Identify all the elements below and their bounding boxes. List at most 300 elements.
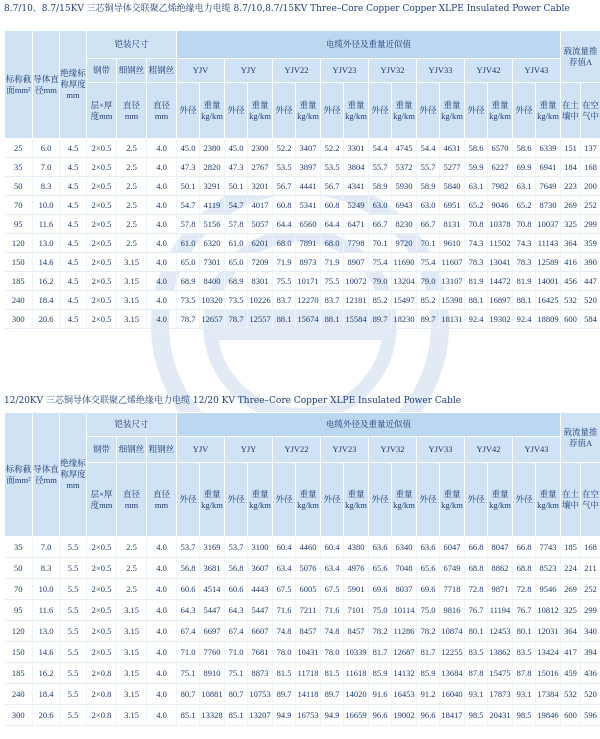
- table-cell: 8047: [488, 537, 513, 558]
- table-cell: 63.6: [417, 537, 440, 558]
- table-cell: 80.7: [177, 684, 200, 705]
- table-cell: 56.7: [273, 177, 296, 196]
- table-cell: 120: [5, 234, 33, 253]
- header-thin-wire: 细钢丝: [117, 437, 147, 463]
- table-cell: 5.5: [60, 642, 87, 663]
- table-cell: 3407: [296, 139, 321, 158]
- table-cell: 54.4: [369, 139, 392, 158]
- header-wt: 重量 kg/km: [536, 83, 561, 139]
- table-cell: 20.6: [33, 310, 60, 329]
- table-cell: 75.0: [369, 600, 392, 621]
- table-cell: 5249: [344, 196, 369, 215]
- table-cell: 5447: [248, 600, 273, 621]
- table-cell: 2×0.5: [87, 642, 117, 663]
- table-cell: 57.8: [225, 215, 248, 234]
- table-cell: 4.5: [60, 158, 87, 177]
- table-cell: 72.8: [513, 579, 536, 600]
- table-cell: 67.4: [225, 621, 248, 642]
- table-cell: 8973: [296, 253, 321, 272]
- table-cell: 3100: [248, 537, 273, 558]
- table-cell: 92.4: [465, 310, 488, 329]
- table-cell: 120: [5, 621, 33, 642]
- table-cell: 6340: [392, 537, 417, 558]
- table-cell: 5447: [200, 600, 225, 621]
- table-cell: 600: [561, 705, 581, 726]
- header-wt: 重量 kg/km: [296, 463, 321, 537]
- table-cell: 3.15: [117, 600, 147, 621]
- table-cell: 7681: [248, 642, 273, 663]
- table-row: [5, 158, 600, 177]
- table-cell: 299: [581, 600, 600, 621]
- table-cell: 417: [561, 642, 581, 663]
- table-cell: 150: [5, 253, 33, 272]
- header-type: YJV23: [321, 437, 369, 463]
- table-cell: 70: [5, 579, 33, 600]
- table-cell: 58.6: [513, 139, 536, 158]
- table-cell: 5.5: [60, 663, 87, 684]
- header-type: YJY: [225, 59, 273, 83]
- table-cell: 8730: [536, 196, 561, 215]
- table-cell: 2×0.5: [87, 196, 117, 215]
- table-cell: 94.9: [273, 705, 296, 726]
- table-cell: 8.3: [33, 177, 60, 196]
- table-cell: 68.0: [273, 234, 296, 253]
- table-cell: 600: [561, 310, 581, 329]
- table-cell: 67.4: [177, 621, 200, 642]
- header-thick-wire: 粗钢丝: [147, 437, 177, 463]
- table-cell: 4745: [392, 139, 417, 158]
- table-cell: 12657: [200, 310, 225, 329]
- table-cell: 10114: [392, 600, 417, 621]
- table-cell: 20431: [488, 705, 513, 726]
- table-cell: 2.5: [117, 234, 147, 253]
- table-cell: 3804: [344, 158, 369, 177]
- table-cell: 83.7: [321, 291, 344, 310]
- table1-body: [5, 139, 600, 329]
- table-cell: 2×0.5: [87, 158, 117, 177]
- table-cell: 85.1: [225, 705, 248, 726]
- header-wt: 重量 kg/km: [344, 83, 369, 139]
- table-cell: 12270: [296, 291, 321, 310]
- table1-container: [4, 30, 600, 329]
- table-cell: 3169: [200, 537, 225, 558]
- table-cell: 50: [5, 558, 33, 579]
- table-cell: 184: [561, 158, 581, 177]
- table-cell: 19002: [392, 705, 417, 726]
- table-cell: 71.0: [225, 642, 248, 663]
- table-cell: 2×0.5: [87, 537, 117, 558]
- table-cell: 17384: [536, 684, 561, 705]
- table-cell: 64.4: [321, 215, 344, 234]
- table-cell: 12181: [344, 291, 369, 310]
- table-cell: 60.8: [321, 196, 344, 215]
- table-cell: 364: [561, 621, 581, 642]
- table-cell: 12031: [536, 621, 561, 642]
- table-cell: 5341: [296, 196, 321, 215]
- header-type: YJV32: [369, 59, 417, 83]
- table-cell: 98.5: [465, 705, 488, 726]
- table-cell: 63.4: [321, 558, 344, 579]
- table-cell: 50.1: [225, 177, 248, 196]
- table-cell: 5.5: [60, 579, 87, 600]
- table-cell: 50.1: [177, 177, 200, 196]
- header-wt: 重量 kg/km: [488, 463, 513, 537]
- table-cell: 66.7: [417, 215, 440, 234]
- table-cell: 2×0.5: [87, 177, 117, 196]
- table-row: [5, 684, 600, 705]
- table-cell: 10339: [344, 642, 369, 663]
- table-cell: 252: [581, 196, 600, 215]
- header-type: YJV33: [417, 59, 465, 83]
- table-cell: 390: [581, 253, 600, 272]
- table-cell: 53.5: [321, 158, 344, 177]
- table-cell: 6941: [536, 158, 561, 177]
- header-wt: 重量 kg/km: [344, 463, 369, 537]
- table-cell: 3897: [296, 158, 321, 177]
- table-cell: 12255: [440, 642, 465, 663]
- table-cell: 96.6: [369, 705, 392, 726]
- table-cell: 54.7: [225, 196, 248, 215]
- table-cell: 16453: [392, 684, 417, 705]
- table-cell: 185: [561, 537, 581, 558]
- table-cell: 2×0.8: [87, 705, 117, 726]
- table-cell: 7.0: [33, 158, 60, 177]
- header-wt: 重量 kg/km: [536, 463, 561, 537]
- table-cell: 8457: [344, 621, 369, 642]
- table-cell: 98.5: [513, 705, 536, 726]
- table-cell: 14118: [296, 684, 321, 705]
- table-cell: 15475: [488, 663, 513, 684]
- header-type: YJV42: [465, 437, 513, 463]
- header-od: 外径: [225, 83, 248, 139]
- table-cell: 11286: [392, 621, 417, 642]
- table-row: [5, 537, 600, 558]
- header-wt: 重量 kg/km: [440, 83, 465, 139]
- table-cell: 11502: [488, 234, 513, 253]
- header-air: 在空气中: [581, 83, 600, 139]
- table-cell: 150: [5, 642, 33, 663]
- table-cell: 74.3: [465, 234, 488, 253]
- header-od: 外径: [225, 463, 248, 537]
- table-row: [5, 705, 600, 726]
- header-wt: 重量 kg/km: [200, 463, 225, 537]
- table-cell: 50: [5, 177, 33, 196]
- table-cell: 2300: [248, 139, 273, 158]
- table-cell: 9610: [440, 234, 465, 253]
- table-cell: 19302: [488, 310, 513, 329]
- table-cell: 8907: [344, 253, 369, 272]
- table-cell: 4631: [440, 139, 465, 158]
- table-cell: 7891: [296, 234, 321, 253]
- table-cell: 7743: [536, 537, 561, 558]
- table-row: [5, 139, 600, 158]
- table-cell: 10072: [344, 272, 369, 291]
- table-cell: 13.0: [33, 621, 60, 642]
- header-ampacity: 载流量推荐值A: [561, 31, 600, 83]
- table-cell: 63.0: [417, 196, 440, 215]
- table-cell: 2×0.5: [87, 600, 117, 621]
- table-cell: 63.1: [465, 177, 488, 196]
- table-cell: 74.8: [321, 621, 344, 642]
- header-od: 外径: [177, 83, 200, 139]
- table1-title: 8.7/10、8.7/15KV 三芯铜导体交联聚乙烯绝缘电力电缆 8.7/10,8.7/15KV Three–Core Copper Copper XLPE Insulated Power Cable: [4, 4, 570, 14]
- table-cell: 64.4: [273, 215, 296, 234]
- table-cell: 85.1: [177, 705, 200, 726]
- table-cell: 89.7: [321, 684, 344, 705]
- table-cell: 6047: [440, 537, 465, 558]
- table-cell: 60.4: [273, 537, 296, 558]
- header-steel-tape: 钢带: [87, 437, 117, 463]
- table-cell: 63.1: [513, 177, 536, 196]
- table-cell: 10378: [488, 215, 513, 234]
- table-cell: 6943: [392, 196, 417, 215]
- table-cell: 70.1: [417, 234, 440, 253]
- table-cell: 56.7: [321, 177, 344, 196]
- table-cell: 7211: [296, 600, 321, 621]
- table1: [4, 30, 600, 329]
- header-od: 外径: [177, 463, 200, 537]
- table-cell: 520: [581, 291, 600, 310]
- header-type: YJV43: [513, 437, 561, 463]
- table-cell: 20.6: [33, 705, 60, 726]
- table-cell: 4341: [344, 177, 369, 196]
- table-cell: 532: [561, 291, 581, 310]
- table-cell: 4.0: [147, 215, 177, 234]
- table-cell: 18.4: [33, 291, 60, 310]
- table-cell: 6951: [440, 196, 465, 215]
- header-dia-sub: 直径mm: [147, 83, 177, 139]
- header-ampacity: 载流量推荐值A: [561, 413, 600, 463]
- table-cell: 96.6: [417, 705, 440, 726]
- header-steel-tape: 钢带: [87, 59, 117, 83]
- table-row: [5, 272, 600, 291]
- header-dia-sub: 直径mm: [147, 463, 177, 537]
- table-cell: 65.2: [465, 196, 488, 215]
- header-main: 电缆外径及重量近似值: [177, 31, 561, 59]
- table-cell: 269: [561, 196, 581, 215]
- table-cell: 11607: [440, 253, 465, 272]
- table-cell: 68.8: [513, 558, 536, 579]
- table-cell: 60.4: [321, 537, 344, 558]
- header-insulation: 绝缘标称厚度mm: [60, 413, 87, 537]
- table-cell: 78.0: [273, 642, 296, 663]
- table-cell: 3607: [248, 558, 273, 579]
- table-cell: 6607: [248, 621, 273, 642]
- table2-container: [4, 412, 600, 726]
- table-cell: 8131: [440, 215, 465, 234]
- table-cell: 2×0.5: [87, 215, 117, 234]
- table-cell: 10320: [200, 291, 225, 310]
- table-cell: 2.5: [117, 579, 147, 600]
- table-cell: 4.0: [147, 621, 177, 642]
- table-cell: 2.5: [117, 537, 147, 558]
- table-cell: 81.9: [465, 272, 488, 291]
- header-nominal: 标称截面mm²: [5, 31, 33, 139]
- table-cell: 5.5: [60, 600, 87, 621]
- table-cell: 71.9: [321, 253, 344, 272]
- table-cell: 7048: [392, 558, 417, 579]
- header-type: YJV43: [513, 59, 561, 83]
- table-cell: 53.5: [273, 158, 296, 177]
- table-cell: 5930: [392, 177, 417, 196]
- table-cell: 7209: [248, 253, 273, 272]
- header-od: 外径: [369, 463, 392, 537]
- table-cell: 14020: [344, 684, 369, 705]
- table-cell: 65.6: [369, 558, 392, 579]
- table2-body: [5, 537, 600, 726]
- table-cell: 80.7: [225, 684, 248, 705]
- table-cell: 2×0.5: [87, 272, 117, 291]
- table-cell: 91.6: [369, 684, 392, 705]
- table-cell: 5.5: [60, 537, 87, 558]
- table-cell: 58.6: [465, 139, 488, 158]
- table-cell: 252: [581, 579, 600, 600]
- table-cell: 70.1: [369, 234, 392, 253]
- table-cell: 2.5: [117, 558, 147, 579]
- header-od: 外径: [465, 463, 488, 537]
- header-wt: 重量 kg/km: [488, 83, 513, 139]
- table-cell: 10171: [296, 272, 321, 291]
- table-cell: 91.2: [417, 684, 440, 705]
- header-thick-wire: 粗钢丝: [147, 59, 177, 83]
- table-cell: 211: [581, 558, 600, 579]
- table-cell: 168: [581, 537, 600, 558]
- table-cell: 5156: [200, 215, 225, 234]
- header-od: 外径: [513, 463, 536, 537]
- table-cell: 9871: [488, 579, 513, 600]
- table-cell: 137: [581, 139, 600, 158]
- table-cell: 71.6: [321, 600, 344, 621]
- table-cell: 7718: [440, 579, 465, 600]
- table-cell: 81.7: [417, 642, 440, 663]
- table-cell: 68.9: [225, 272, 248, 291]
- table-cell: 80.1: [465, 621, 488, 642]
- table-cell: 18.4: [33, 684, 60, 705]
- table-cell: 5840: [440, 177, 465, 196]
- table-cell: 95: [5, 215, 33, 234]
- table-cell: 4.0: [147, 272, 177, 291]
- table-cell: 364: [561, 234, 581, 253]
- table-cell: 76.7: [513, 600, 536, 621]
- table-cell: 8301: [248, 272, 273, 291]
- table-cell: 4017: [248, 196, 273, 215]
- table-cell: 5.5: [60, 684, 87, 705]
- table-cell: 2×0.5: [87, 291, 117, 310]
- table-cell: 81.5: [273, 663, 296, 684]
- table-row: [5, 215, 600, 234]
- table-cell: 10753: [248, 684, 273, 705]
- table-cell: 65.2: [513, 196, 536, 215]
- table-cell: 18230: [392, 310, 417, 329]
- table-cell: 69.6: [369, 579, 392, 600]
- header-wt: 重量 kg/km: [200, 83, 225, 139]
- table-cell: 70.8: [513, 215, 536, 234]
- table-cell: 66.8: [465, 537, 488, 558]
- table-cell: 52.2: [321, 139, 344, 158]
- header-tape-sub: 层×厚度mm: [87, 463, 117, 537]
- table-cell: 13204: [392, 272, 417, 291]
- table-cell: 3681: [200, 558, 225, 579]
- table-cell: 2.5: [117, 177, 147, 196]
- table-cell: 584: [581, 310, 600, 329]
- table-cell: 67.5: [321, 579, 344, 600]
- table-cell: 18417: [440, 705, 465, 726]
- table-cell: 60.8: [273, 196, 296, 215]
- table-cell: 89.7: [369, 310, 392, 329]
- table-cell: 88.1: [273, 310, 296, 329]
- table-cell: 83.5: [465, 642, 488, 663]
- table-cell: 58.9: [417, 177, 440, 196]
- table-cell: 70.8: [465, 215, 488, 234]
- table-cell: 73.5: [177, 291, 200, 310]
- table-cell: 7982: [488, 177, 513, 196]
- header-dia-sub: 直径mm: [117, 83, 147, 139]
- table-cell: 63.0: [369, 196, 392, 215]
- table-row: [5, 177, 600, 196]
- table-cell: 15016: [536, 663, 561, 684]
- table-cell: 76.7: [465, 600, 488, 621]
- header-od: 外径: [321, 463, 344, 537]
- table-cell: 68.0: [321, 234, 344, 253]
- table-cell: 13107: [440, 272, 465, 291]
- header-wt: 重量 kg/km: [392, 83, 417, 139]
- table-cell: 456: [561, 272, 581, 291]
- table2-title: 12/20KV 三芯铜导体交联聚乙烯绝缘电力电缆 12/20 KV Three–Core Copper XLPE Insulated Power Cable: [4, 396, 462, 406]
- table-cell: 75.5: [321, 272, 344, 291]
- table-cell: 35: [5, 158, 33, 177]
- table-cell: 2×0.5: [87, 253, 117, 272]
- table-cell: 25: [5, 139, 33, 158]
- table-cell: 4.5: [60, 291, 87, 310]
- table-cell: 3.15: [117, 272, 147, 291]
- table-cell: 3291: [200, 177, 225, 196]
- table-cell: 4.0: [147, 310, 177, 329]
- table-cell: 4.5: [60, 272, 87, 291]
- table-cell: 9816: [440, 600, 465, 621]
- table-cell: 4.0: [147, 158, 177, 177]
- table-cell: 83.7: [273, 291, 296, 310]
- table-cell: 8873: [248, 663, 273, 684]
- table-cell: 3.15: [117, 253, 147, 272]
- table-cell: 3.15: [117, 310, 147, 329]
- table-cell: 14.6: [33, 642, 60, 663]
- table-cell: 200: [581, 177, 600, 196]
- table-cell: 6005: [296, 579, 321, 600]
- table-cell: 11718: [296, 663, 321, 684]
- table-cell: 35: [5, 537, 33, 558]
- table-cell: 12589: [536, 253, 561, 272]
- table-cell: 71.6: [273, 600, 296, 621]
- table-cell: 13.0: [33, 234, 60, 253]
- table-cell: 5076: [296, 558, 321, 579]
- table-cell: 14.6: [33, 253, 60, 272]
- table-cell: 9720: [392, 234, 417, 253]
- table-cell: 11.6: [33, 600, 60, 621]
- table-cell: 13862: [488, 642, 513, 663]
- table-cell: 15398: [440, 291, 465, 310]
- table-cell: 4.5: [60, 196, 87, 215]
- table-cell: 64.3: [225, 600, 248, 621]
- header-soil: 在土壤中: [561, 83, 581, 139]
- table-cell: 13424: [536, 642, 561, 663]
- table-cell: 2×0.5: [87, 139, 117, 158]
- table-cell: 416: [561, 253, 581, 272]
- table-cell: 54.4: [417, 139, 440, 158]
- table-cell: 10881: [200, 684, 225, 705]
- table-cell: 6570: [488, 139, 513, 158]
- table-cell: 7101: [344, 600, 369, 621]
- header-thin-wire: 细钢丝: [117, 59, 147, 83]
